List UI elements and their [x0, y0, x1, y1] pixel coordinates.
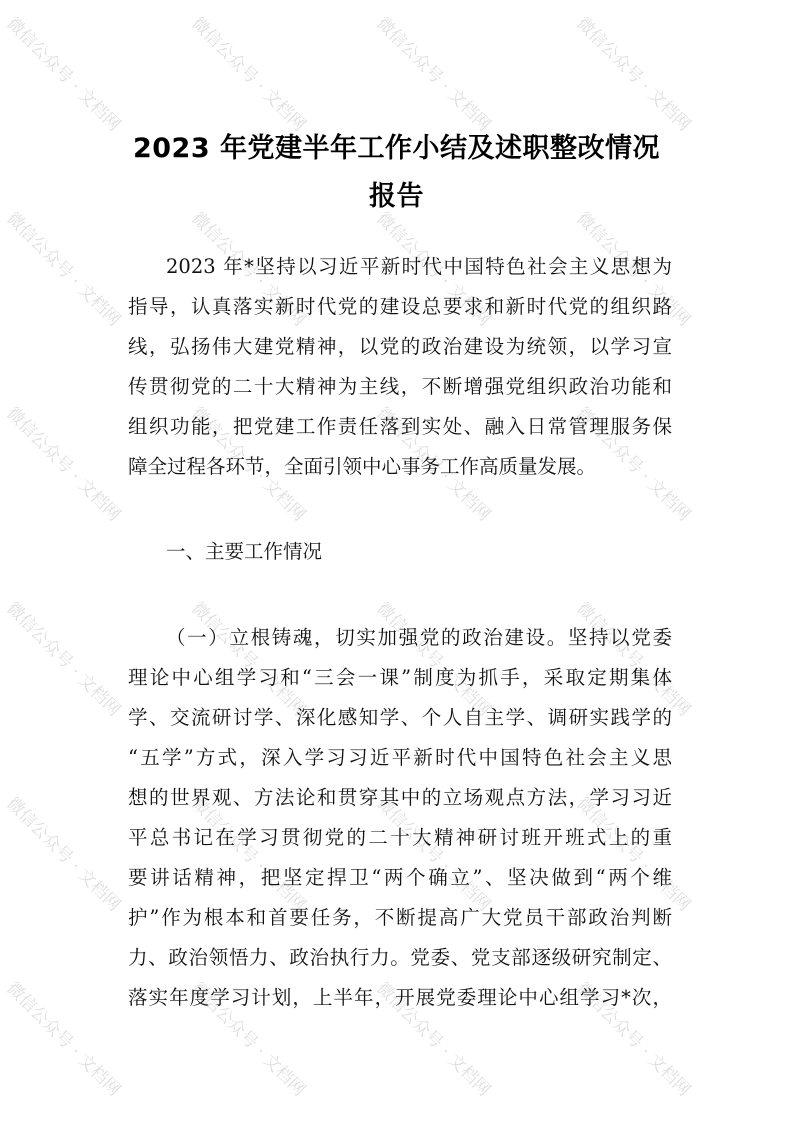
- watermark: 微信公众号 · 文档网: [572, 208, 695, 331]
- paragraph-line: 要讲话精神，把坚定捍卫“两个确立”、坚决做到“两个维: [128, 866, 672, 889]
- paragraph-line: 想的世界观、方法论和贯穿其中的立场观点方法，学习习近: [128, 786, 672, 809]
- paragraph-line: 障全过程各环节，全面引领中心事务工作高质量发展。: [128, 455, 597, 478]
- watermark: 微信公众号 · 文档网: [372, 403, 495, 526]
- watermark: 微信公众号 · 文档网: [572, 403, 695, 526]
- paragraph-line: 指导，认真落实新时代党的建设总要求和新时代党的组织路: [128, 295, 672, 318]
- watermark: 微信公众号 · 文档网: [372, 13, 495, 136]
- watermark: 微信公众号 · 文档网: [572, 13, 695, 136]
- watermark: 微信公众号 · 文档网: [2, 208, 125, 331]
- watermark: 微信公众号 · 文档网: [187, 793, 310, 916]
- paragraph-line: 学、交流研讨学、深化感知学、个人自主学、调研实践学的: [128, 706, 672, 729]
- document-title-line2: 报告: [369, 181, 424, 212]
- watermark: 微信公众号 · 文档网: [187, 13, 310, 136]
- watermark: 微信公众号 · 文档网: [372, 978, 495, 1101]
- watermark: 微信公众号 · 文档网: [2, 793, 125, 916]
- paragraph-line: 力、政治领悟力、政治执行力。党委、党支部逐级研究制定、: [128, 946, 672, 969]
- watermark: 微信公众号 · 文档网: [372, 793, 495, 916]
- watermark: 微信公众号 · 文档网: [572, 793, 695, 916]
- watermark: 微信公众号 · 文档网: [187, 598, 310, 721]
- watermark: 微信公众号 · 文档网: [187, 403, 310, 526]
- paragraph-line: 2023 年*坚持以习近平新时代中国特色社会主义思想为: [166, 255, 672, 278]
- watermark: 微信公众号 · 文档网: [572, 598, 695, 721]
- watermark: 微信公众号 · 文档网: [2, 13, 125, 136]
- watermark: 微信公众号 · 文档网: [2, 978, 125, 1101]
- paragraph-line: 理论中心组学习和“三会一课”制度为抓手，采取定期集体: [128, 666, 672, 689]
- watermark: 微信公众号 · 文档网: [187, 978, 310, 1101]
- paragraph-line: 线，弘扬伟大建党精神，以党的政治建设为统领，以学习宣: [128, 335, 672, 358]
- watermark: 微信公众号 · 文档网: [572, 978, 695, 1101]
- paragraph-line: （一）立根铸魂，切实加强党的政治建设。坚持以党委: [166, 626, 672, 649]
- paragraph-line: 组织功能，把党建工作责任落到实处、融入日常管理服务保: [128, 415, 672, 438]
- paragraph-line: 传贯彻党的二十大精神为主线，不断增强党组织政治功能和: [128, 375, 672, 398]
- watermark: 微信公众号 · 文档网: [2, 403, 125, 526]
- paragraph-line: 落实年度学习计划，上半年，开展党委理论中心组学习*次，: [128, 986, 672, 1009]
- section-heading: 一、主要工作情况: [166, 540, 323, 563]
- watermark: 微信公众号 · 文档网: [187, 208, 310, 331]
- paragraph-line: 护”作为根本和首要任务，不断提高广大党员干部政治判断: [128, 906, 672, 929]
- paragraph-line: 平总书记在学习贯彻党的二十大精神研讨班开班式上的重: [128, 826, 672, 849]
- watermark: 微信公众号 · 文档网: [2, 598, 125, 721]
- document-title-line1: 2023 年党建半年工作小结及述职整改情况: [132, 133, 661, 164]
- watermark: 微信公众号 · 文档网: [372, 208, 495, 331]
- watermark: 微信公众号 · 文档网: [372, 598, 495, 721]
- paragraph-line: “五学”方式，深入学习习近平新时代中国特色社会主义思: [128, 746, 672, 769]
